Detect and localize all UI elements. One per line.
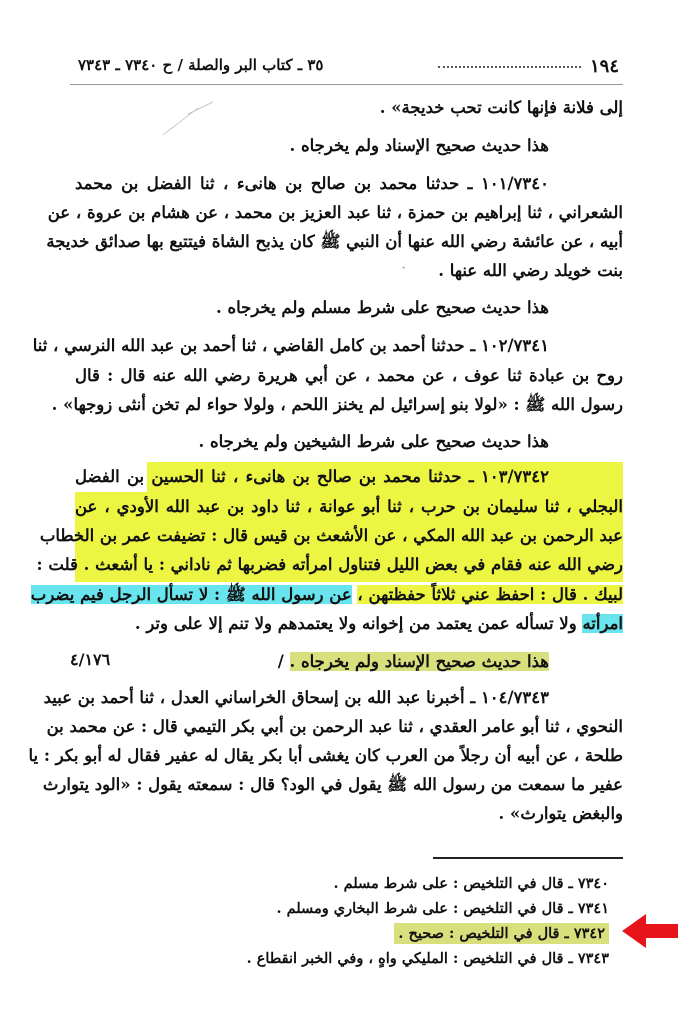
text-line-grading-7341: هذا حديث صحيح على شرط الشيخين ولم يخرجاه .	[198, 432, 549, 451]
page-break-slash: /	[277, 652, 290, 671]
hadith-7340-line-4: بنت خويلد رضي الله عنها .	[438, 261, 623, 280]
footnote-7342-highlight: ٧٣٤٢ ـ قال في التلخيص : صحيح .	[394, 923, 609, 944]
footnote-7340: ٧٣٤٠ ـ قال في التلخيص : على شرط مسلم .	[333, 875, 609, 892]
hadith-7340-line-3: أبيه ، عن عائشة رضي الله عنها أن النبي ﷺ كان يذبح الشاة فيتتبع بها صدائق خديجة	[46, 232, 623, 251]
plain-segment: ولا تسأله عمن يعتمد من إخوانه ولا يعتمدهم ولا تنم إلا على وتر .	[134, 614, 577, 633]
hadith-7343-line-5: والبغض يتوارث» .	[498, 804, 623, 823]
hadith-7340-line-2: الشعراني ، ثنا إبراهيم بن حمزة ، ثنا عبد العزيز بن محمد ، عن هشام بن عروة ، عن	[47, 203, 623, 222]
red-left-arrow-icon	[622, 914, 680, 948]
hadith-7341-line-3: رسول الله ﷺ : «لولا بنو إسرائيل لم يخنز اللحم ، ولولا حواء لم تخن أنثى زوجها» .	[51, 395, 623, 414]
hadith-7343-line-2: النحوي ، ثنا أبو عامر العقدي ، ثنا عبد الرحمن بن أبي بكر التيمي قال : عن محمد بن	[46, 717, 623, 736]
running-title: ٣٥ ـ كتاب البر والصلة / ح ٧٣٤٠ ـ ٧٣٤٣	[78, 56, 324, 74]
hadith-7343-line-3: طلحة ، عن أبيه أن رجلاً من العرب كان يغشى أبا بكر يقال له عفير فقال له أبو بكر : يا	[28, 746, 623, 765]
text-line-2: هذا حديث صحيح الإسناد ولم يخرجاه .	[289, 136, 549, 155]
highlight-yellow-segment: لبيك . قال : احفظ عني ثلاثاً حفظتهن ،	[357, 585, 623, 604]
hadith-7341-line-2: روح بن عبادة ثنا عوف ، عن محمد ، عن أبي هريرة رضي الله عنه قال : قال	[75, 366, 623, 385]
hadith-7342-line-2: البجلي ، ثنا سليمان بن حرب ، ثنا أبو عوانة ، ثنا داود بن عبد الله الأودي ، عن	[75, 497, 623, 516]
highlight-olive-segment: هذا حديث صحيح الإسناد ولم يخرجاه .	[289, 652, 549, 671]
highlight-cyan-segment: عن رسول الله ﷺ : لا تسأل الرجل فيم يضرب	[30, 585, 352, 604]
footnote-7343: ٧٣٤٣ ـ قال في التلخيص : المليكي واهٍ ، وفي الخبر انقطاع .	[246, 950, 609, 967]
header-rule	[70, 84, 623, 85]
text-line-1: إلى فلانة فإنها كانت تحب خديجة» .	[379, 98, 623, 117]
footnote-rule	[433, 857, 623, 859]
text-line-grading-7340: هذا حديث صحيح على شرط مسلم ولم يخرجاه .	[215, 298, 549, 317]
hadith-7343-line-1: ١٠٤/٧٣٤٣ ـ أخبرنا عبد الله بن إسحاق الخراساني العدل ، ثنا أحمد بن عبيد	[43, 688, 549, 707]
hadith-7341-line-1: ١٠٢/٧٣٤١ ـ حدثنا أحمد بن كامل القاضي ، ثنا أحمد بن عبد الله النرسي ، ثنا	[32, 336, 549, 355]
hadith-7342-line-6	[75, 610, 623, 638]
hadith-7342-line-1: ١٠٣/٧٣٤٢ ـ حدثنا محمد بن صالح بن هانىء ، ثنا الحسين بن الفضل	[75, 467, 549, 486]
hadith-7340-line-1: ١٠١/٧٣٤٠ ـ حدثنا محمد بن صالح بن هانىء ، ثنا الفضل بن محمد	[75, 174, 549, 193]
footnote-7342	[394, 922, 609, 946]
footnote-7341: ٧٣٤١ ـ قال في التلخيص : على شرط البخاري ومسلم .	[276, 900, 609, 917]
page-number: ١٩٤	[589, 56, 619, 77]
margin-volume-reference: ٤/١٧٦	[70, 650, 111, 669]
hadith-7342-line-3: عبد الرحمن بن عبد الله المكي ، عن الأشعث بن قيس قال : تضيفت عمر بن الخطاب	[39, 526, 623, 545]
hadith-7342-line-4: رضي الله عنه فقام في بعض الليل فتناول امرأته فضربها ثم ناداني : يا أشعث . قلت :	[36, 555, 623, 574]
running-header	[78, 56, 619, 84]
header-dotted-leader	[438, 66, 581, 68]
highlight-cyan-segment-2: امرأته	[582, 614, 623, 633]
hadith-7342-line-5	[30, 581, 623, 609]
stray-mark: ˎ	[402, 258, 406, 269]
text-line-grading-7342	[75, 648, 623, 676]
hadith-7343-line-4: عفير ما سمعت من رسول الله ﷺ يقول في الود؟ قال : سمعته يقول : «الود يتوارث	[42, 775, 623, 794]
